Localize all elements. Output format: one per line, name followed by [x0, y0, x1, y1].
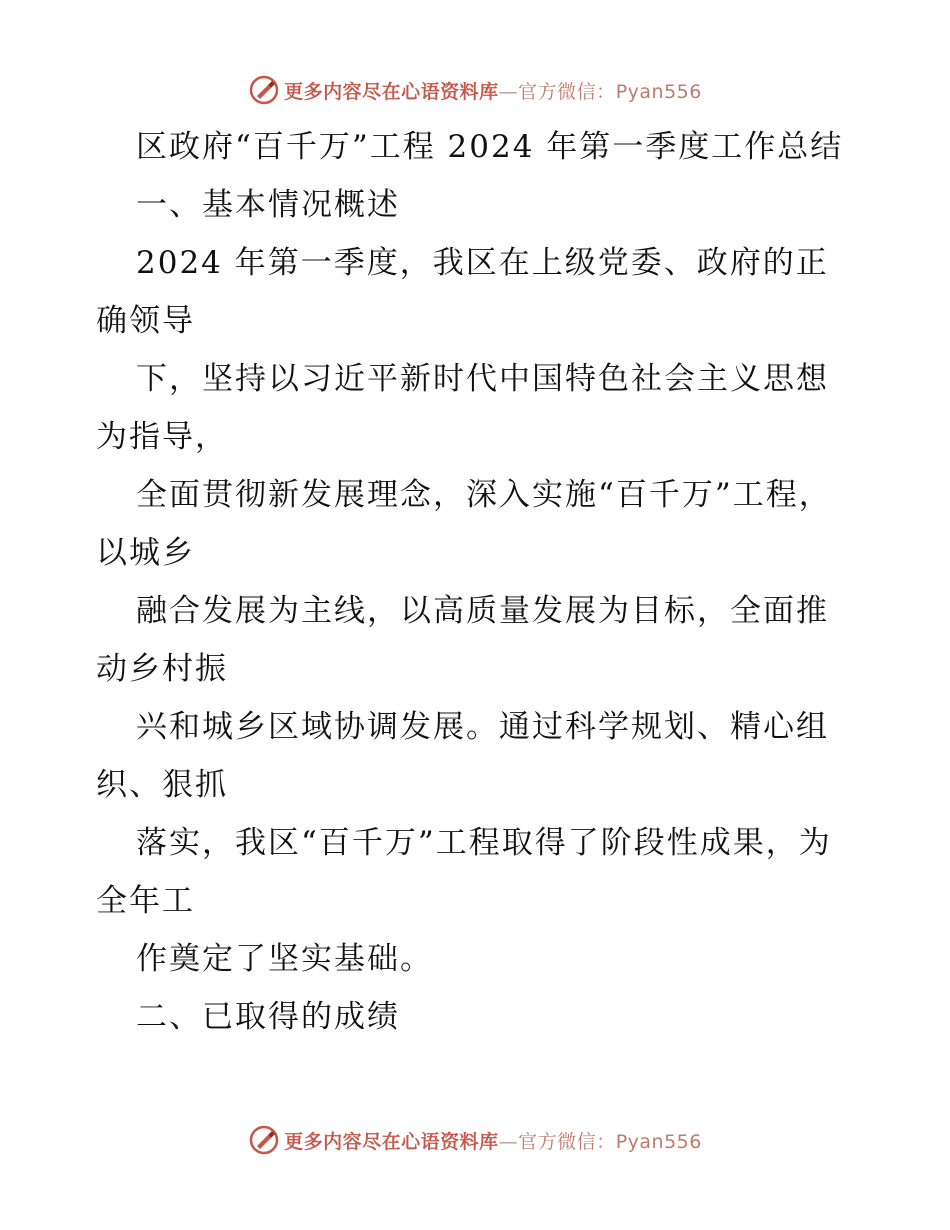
watermark-text	[284, 1127, 702, 1154]
document-title: 区政府“百千万”工程 2024 年第一季度工作总结	[136, 129, 844, 165]
watermark-brand: 更多内容尽在心语资料库	[284, 80, 499, 103]
header-watermark	[0, 70, 950, 110]
section-heading-1: 一、基本情况概述	[136, 187, 400, 223]
watermark-separator: —	[498, 80, 519, 103]
body-line-4: 融合发展为主线，以高质量发展为目标，全面推动乡村振	[96, 593, 829, 687]
body-line-5: 兴和城乡区域协调发展。通过科学规划、精心组织、狠抓	[96, 709, 829, 803]
watermark-label: 官方微信：	[518, 80, 616, 103]
watermark-handle: Pyan556	[615, 1130, 702, 1153]
watermark-text	[284, 77, 702, 104]
watermark-separator: —	[498, 1130, 519, 1153]
watermark-label: 官方微信：	[518, 1130, 616, 1153]
pen-logo-icon	[248, 74, 280, 106]
footer-watermark	[0, 1120, 950, 1160]
section-heading-2: 二、已取得的成绩	[136, 999, 400, 1035]
body-line-7: 作奠定了坚实基础。	[136, 941, 433, 977]
body-line-6: 落实，我区“百千万”工程取得了阶段性成果，为全年工	[96, 825, 832, 919]
body-line-3: 全面贯彻新发展理念，深入实施“百千万”工程，以城乡	[96, 477, 832, 571]
document-body	[96, 118, 856, 1046]
watermark-brand: 更多内容尽在心语资料库	[284, 1130, 499, 1153]
pen-logo-icon	[248, 1124, 280, 1156]
watermark-handle: Pyan556	[615, 80, 702, 103]
body-line-1: 2024 年第一季度，我区在上级党委、政府的正确领导	[96, 245, 829, 339]
body-line-2: 下，坚持以习近平新时代中国特色社会主义思想为指导，	[96, 361, 829, 455]
